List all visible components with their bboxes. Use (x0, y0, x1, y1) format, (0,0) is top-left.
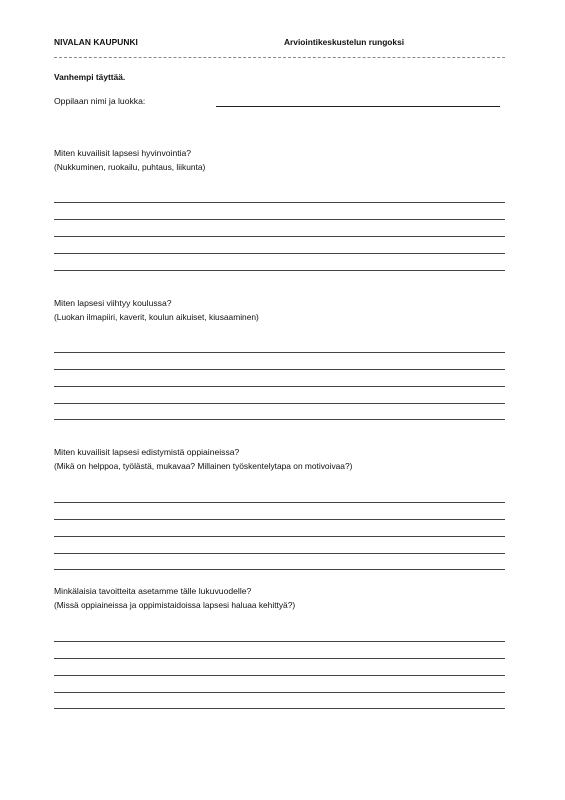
question-2-answer-line[interactable] (54, 419, 505, 420)
question-4-text: Minkälaisia tavoitteita asetamme tälle lukuvuodelle? (54, 586, 252, 596)
question-3-answer-line[interactable] (54, 569, 505, 570)
question-3-answer-line[interactable] (54, 536, 505, 537)
question-1-hint: (Nukkuminen, ruokailu, puhtaus, liikunta) (54, 162, 206, 172)
student-name-label: Oppilaan nimi ja luokka: (54, 96, 146, 106)
question-2-answer-line[interactable] (54, 403, 505, 404)
question-1-answer-line[interactable] (54, 236, 505, 237)
question-4-answer-line[interactable] (54, 675, 505, 676)
question-2-answer-line[interactable] (54, 369, 505, 370)
organization-name: NIVALAN KAUPUNKI (54, 37, 138, 47)
form-title: Arviointikeskustelun rungoksi (284, 37, 405, 47)
question-1-answer-line[interactable] (54, 202, 505, 203)
question-1-answer-line[interactable] (54, 253, 505, 254)
header-divider (54, 57, 505, 58)
question-4-answer-line[interactable] (54, 708, 505, 709)
question-2-hint: (Luokan ilmapiiri, kaverit, koulun aikuiset, kiusaaminen) (54, 312, 259, 322)
question-1-answer-line[interactable] (54, 219, 505, 220)
question-4-answer-line[interactable] (54, 692, 505, 693)
question-2-answer-line[interactable] (54, 386, 505, 387)
question-1-answer-line[interactable] (54, 270, 505, 271)
question-3-text: Miten kuvailisit lapsesi edistymistä oppiaineissa? (54, 447, 240, 457)
question-3-answer-line[interactable] (54, 553, 505, 554)
question-3-hint: (Mikä on helppoa, työlästä, mukavaa? Millainen työskentelytapa on motivoivaa?) (54, 461, 353, 471)
question-2-answer-line[interactable] (54, 352, 505, 353)
question-3-answer-line[interactable] (54, 502, 505, 503)
question-4-hint: (Missä oppiaineissa ja oppimistaidoissa lapsesi haluaa kehittyä?) (54, 600, 296, 610)
student-name-field[interactable] (216, 106, 500, 107)
question-4-answer-line[interactable] (54, 641, 505, 642)
question-3-answer-line[interactable] (54, 519, 505, 520)
question-4-answer-line[interactable] (54, 658, 505, 659)
form-instruction: Vanhempi täyttää. (54, 72, 126, 82)
question-1-text: Miten kuvailisit lapsesi hyvinvointia? (54, 148, 192, 158)
question-2-text: Miten lapsesi viihtyy koulussa? (54, 298, 172, 308)
